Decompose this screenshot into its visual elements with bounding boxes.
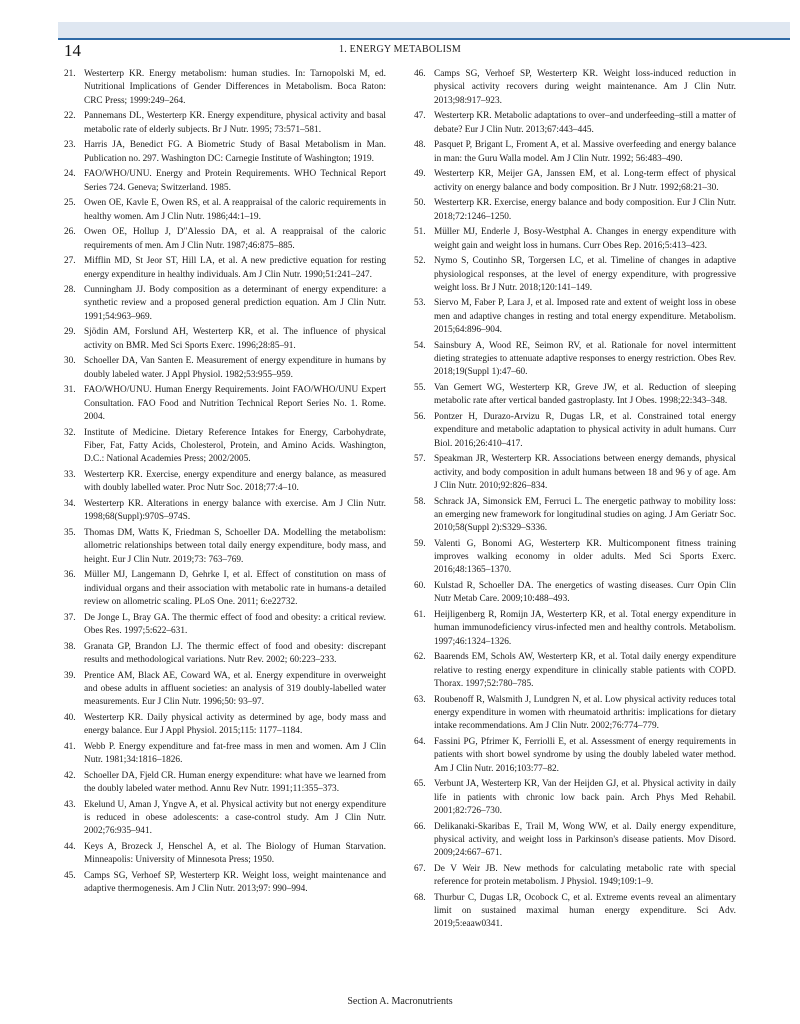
reference-entry xyxy=(414,496,736,536)
reference-column-right xyxy=(414,68,736,934)
reference-number: 36. xyxy=(64,570,76,581)
reference-entry xyxy=(64,741,386,768)
reference-entry xyxy=(414,139,736,166)
reference-number: 32. xyxy=(64,427,76,438)
reference-text: Schoeller DA, Fjeld CR. Human energy expenditure: what have we learned from the doubly labeled water method. Annu Rev Nutr. 1991;11:355–373. xyxy=(84,770,386,795)
reference-entry xyxy=(64,799,386,839)
reference-text: Pontzer H, Durazo-Arvizu R, Dugas LR, et al. Constrained total energy expenditure and metabolic adaptation to physical activity in adult humans. Curr Biol. 2016;26:410–417. xyxy=(434,412,736,449)
reference-text: Camps SG, Verhoef SP, Westerterp KR. Weight loss, weight maintenance and adaptive thermogenesis. Am J Clin Nutr. 2013;97: 990–994. xyxy=(84,871,386,895)
reference-entry xyxy=(64,326,386,353)
reference-number: 51. xyxy=(414,227,426,238)
reference-entry xyxy=(414,580,736,607)
reference-text: Westerterp KR. Exercise, energy expenditure and energy balance, as measured with doubly labelled water. Proc Nutr Soc. 2018;77:4–10. xyxy=(84,470,386,494)
reference-number: 29. xyxy=(64,327,76,338)
reference-entry xyxy=(414,736,736,776)
reference-entry xyxy=(64,527,386,567)
reference-entry xyxy=(64,641,386,668)
reference-entry xyxy=(414,453,736,493)
reference-number: 61. xyxy=(414,610,426,621)
reference-number: 39. xyxy=(64,670,76,681)
reference-number: 23. xyxy=(64,140,76,151)
footer-section-label: Section A. Macronutrients xyxy=(347,996,453,1007)
reference-number: 35. xyxy=(64,527,76,538)
reference-number: 65. xyxy=(414,779,426,790)
reference-entry xyxy=(64,427,386,467)
reference-number: 27. xyxy=(64,256,76,267)
running-head: 1. ENERGY METABOLISM xyxy=(339,44,461,55)
reference-text: Harris JA, Benedict FG. A Biometric Study of Basal Metabolism in Man. Publication no. 297. Washington DC: Carnegie Institute of Washington; 1919. xyxy=(84,140,386,164)
reference-entry xyxy=(414,538,736,578)
reference-entry xyxy=(414,68,736,108)
reference-number: 28. xyxy=(64,285,76,296)
reference-text: Westerterp KR. Alterations in energy balance with exercise. Am J Clin Nutr. 1998;68(Suppl):970S–974S. xyxy=(84,498,386,523)
reference-entry xyxy=(64,110,386,137)
reference-number: 31. xyxy=(64,385,76,396)
reference-column-left xyxy=(64,68,386,899)
reference-number: 68. xyxy=(414,892,426,903)
reference-number: 64. xyxy=(414,736,426,747)
header-rule xyxy=(58,38,790,40)
reference-text: Westerterp KR. Exercise, energy balance and body composition. Eur J Clin Nutr. 2018;72:1246–1250. xyxy=(434,198,736,222)
reference-number: 67. xyxy=(414,863,426,874)
reference-entry xyxy=(64,197,386,224)
reference-text: Schoeller DA, Van Santen E. Measurement of energy expenditure in humans by doubly labeled water. J Appl Physiol. 1982;53:955–959. xyxy=(84,356,386,380)
reference-number: 22. xyxy=(64,111,76,122)
reference-text: Owen OE, Kavle E, Owen RS, et al. A reappraisal of the caloric requirements in healthy women. Am J Clin Nutr. 1986;44:1–19. xyxy=(84,198,386,222)
reference-text: Pannemans DL, Westerterp KR. Energy expenditure, physical activity and basal metabolic rate of elderly subjects. Br J Nutr. 1995; 73:571–581. xyxy=(84,111,386,135)
reference-text: De V Weir JB. New methods for calculating metabolic rate with special reference for protein metabolism. J Physiol. 1949;109:1–9. xyxy=(434,863,736,888)
reference-text: Siervo M, Faber P, Lara J, et al. Imposed rate and extent of weight loss in obese men and adaptive changes in resting and total energy expenditure. Metabolism. 2015;64:896–904. xyxy=(434,298,736,336)
reference-number: 47. xyxy=(414,111,426,122)
reference-entry xyxy=(64,226,386,253)
reference-entry xyxy=(64,168,386,195)
reference-entry xyxy=(64,670,386,710)
reference-entry xyxy=(414,297,736,337)
reference-entry xyxy=(64,841,386,868)
reference-number: 57. xyxy=(414,454,426,465)
reference-text: Granata GP, Brandon LJ. The thermic effect of food and obesity: discrepant results and methodological variations. Nutr Rev. 2002; 60:223–233. xyxy=(84,641,386,665)
reference-entry xyxy=(414,694,736,734)
reference-text: Pasquet P, Brigant L, Froment A, et al. Massive overfeeding and energy balance in man: the Guru Walla model. Am J Clin Nutr. 1992; 56:483–490. xyxy=(434,140,736,164)
reference-entry xyxy=(64,770,386,797)
reference-number: 37. xyxy=(64,612,76,623)
reference-entry xyxy=(64,355,386,382)
reference-text: Ekelund U, Aman J, Yngve A, et al. Physical activity but not energy expenditure is reduced in obese adolescents: a case-control study. Am J Clin Nutr. 2002;76:935–941. xyxy=(84,799,386,837)
reference-entry xyxy=(414,411,736,451)
reference-entry xyxy=(414,821,736,861)
reference-number: 59. xyxy=(414,538,426,549)
reference-number: 62. xyxy=(414,652,426,663)
reference-text: Verbunt JA, Westerterp KR, Van der Heijden GJ, et al. Physical activity in daily life in patients with chronic low back pain. Arch Phys Med Rehabil. 2001;82:726–730. xyxy=(434,779,736,816)
reference-text: Müller MJ, Langemann D, Gehrke I, et al. Effect of constitution on mass of individual organs and their association with metabolic rate in humans-a detailed review on allometric scaling. PLoS One. 2011; 6:e22732. xyxy=(84,570,386,607)
reference-text: Prentice AM, Black AE, Coward WA, et al. Energy expenditure in overweight and obese adults in affluent societies: an analysis of 319 doubly-labelled water measurements. Eur J Clin Nutr. 1996;50: 93–97. xyxy=(84,670,386,708)
reference-text: Valenti G, Bonomi AG, Westerterp KR. Multicomponent fitness training improves walking economy in older adults. Med Sci Sports Exerc. 2016;48:1365–1370. xyxy=(434,538,736,576)
reference-number: 44. xyxy=(64,842,76,853)
reference-text: Institute of Medicine. Dietary Reference Intakes for Energy, Carbohydrate, Fiber, Fat, Fatty Acids, Cholesterol, Protein, and Amino Acids. Washington, D.C.: National Academies Press; 2002/2005. xyxy=(84,427,386,465)
reference-entry xyxy=(64,612,386,639)
reference-entry xyxy=(414,197,736,224)
header-band xyxy=(58,22,790,38)
reference-text: Müller MJ, Enderle J, Bosy-Westphal A. Changes in energy expenditure with weight gain and weight loss in humans. Curr Obes Rep. 2016;5:413–423. xyxy=(434,227,736,251)
reference-number: 63. xyxy=(414,694,426,705)
reference-entry xyxy=(414,863,736,890)
reference-entry xyxy=(414,226,736,253)
reference-text: Westerterp KR. Metabolic adaptations to over–and underfeeding–still a matter of debate? Eur J Clin Nutr. 2013;67:443–445. xyxy=(434,111,736,135)
reference-entry xyxy=(414,255,736,295)
reference-text: Westerterp KR. Energy metabolism: human studies. In: Tarnopolski M, ed. Nutritional Implications of Gender Differences in Metabolism. Boca Raton: CRC Press; 1999:249–264. xyxy=(84,69,386,106)
reference-text: Westerterp KR. Daily physical activity as determined by age, body mass and energy balance. Eur J Appl Physiol. 2015;115: 1177–1184. xyxy=(84,712,386,737)
reference-number: 50. xyxy=(414,198,426,209)
reference-text: Sainsbury A, Wood RE, Seimon RV, et al. Rationale for novel intermittent dieting strategies to attenuate adaptive responses to energy restriction. Obes Rev. 2018;19(Suppl 1):47–60. xyxy=(434,340,736,378)
reference-text: Kulstad R, Schoeller DA. The energetics of wasting diseases. Curr Opin Clin Nutr Metab Care. 2009;10:488–493. xyxy=(434,581,736,605)
reference-entry xyxy=(64,712,386,739)
reference-text: De Jonge L, Bray GA. The thermic effect of food and obesity: a critical review. Obes Res. 1997;5:622–631. xyxy=(84,612,386,636)
reference-text: Schrack JA, Simonsick EM, Ferruci L. The energetic pathway to mobility loss: an emerging new framework for longitudinal studies on aging. J Am Geriatr Soc. 2010;58(Suppl 2):S329–S336. xyxy=(434,496,736,534)
reference-entry xyxy=(414,340,736,380)
reference-number: 41. xyxy=(64,741,76,752)
reference-entry xyxy=(414,382,736,409)
reference-number: 24. xyxy=(64,169,76,180)
reference-number: 42. xyxy=(64,770,76,781)
reference-entry xyxy=(64,255,386,282)
reference-text: Webb P. Energy expenditure and fat-free mass in men and women. Am J Clin Nutr. 1981;34:1816–1826. xyxy=(84,741,386,766)
reference-text: FAO/WHO/UNU. Human Energy Requirements. Joint FAO/WHO/UNU Expert Consultation. FAO Food and Nutrition Technical Report Series No. 1. Rome. 2004. xyxy=(84,385,386,423)
reference-text: Fassini PG, Pfrimer K, Ferriolli E, et al. Assessment of energy requirements in patients with short bowel syndrome by using the doubly labeled water method. Am J Clin Nutr. 2016;103:77–82. xyxy=(434,736,736,774)
reference-text: Roubenoff R, Walsmith J, Lundgren N, et al. Low physical activity reduces total energy expenditure in women with rheumatoid arthritis: implications for dietary intake recommendations. Am J Clin Nutr. 2002;76:774–779. xyxy=(434,694,736,732)
reference-text: Westerterp KR, Meijer GA, Janssen EM, et al. Long-term effect of physical activity on energy balance and body composition. Br J Nutr. 1992;68:21–30. xyxy=(434,169,736,193)
reference-number: 34. xyxy=(64,498,76,509)
reference-number: 56. xyxy=(414,412,426,423)
reference-text: Thomas DM, Watts K, Friedman S, Schoeller DA. Modelling the metabolism: allometric relationships between total daily energy expenditure, body mass, and height. Eur J Clin Nutr. 2019;73: 763–769. xyxy=(84,527,386,565)
reference-text: Speakman JR, Westerterp KR. Associations between energy demands, physical activity, and body composition in adult humans between 18 and 96 y of age. Am J Clin Nutr. 2010;92:826–834. xyxy=(434,454,736,491)
reference-text: Owen OE, Hollup J, D"Alessio DA, et al. A reappraisal of the caloric requirements of men. Am J Clin Nutr. 1987;46:875–885. xyxy=(84,227,386,251)
reference-number: 21. xyxy=(64,69,76,79)
reference-number: 55. xyxy=(414,383,426,394)
reference-text: Baarends EM, Schols AW, Westerterp KR, et al. Total daily energy expenditure relative to resting energy expenditure in clinically stable patients with COPD. Thorax. 1997;52:780–785. xyxy=(434,652,736,690)
reference-text: Nymo S, Coutinho SR, Torgersen LC, et al. Timeline of changes in adaptive physiological responses, at the level of energy expenditure, with progressive weight loss. Br J Nutr. 2018;120:141–149. xyxy=(434,256,736,293)
reference-number: 49. xyxy=(414,169,426,180)
reference-text: FAO/WHO/UNU. Energy and Protein Requirements. WHO Technical Report Series 724. Geneva; Switzerland. 1985. xyxy=(84,169,386,193)
reference-number: 45. xyxy=(64,871,76,881)
reference-number: 54. xyxy=(414,340,426,351)
reference-text: Keys A, Brozeck J, Henschel A, et al. The Biology of Human Starvation. Minneapolis: University of Minnesota Press; 1950. xyxy=(84,842,386,866)
reference-number: 26. xyxy=(64,227,76,238)
reference-text: Thurbur C, Dugas LR, Ocobock C, et al. Extreme events reveal an alimentary limit on sustained maximal human energy expenditure. Sci Adv. 2019;5:eaaw0341. xyxy=(434,892,736,930)
page-number: 14 xyxy=(64,41,81,60)
reference-number: 48. xyxy=(414,140,426,151)
reference-text: Cunningham JJ. Body composition as a determinant of energy expenditure: a synthetic review and a proposed general prediction equation. Am J Clin Nutr. 1991;54:963–969. xyxy=(84,285,386,322)
reference-entry xyxy=(64,68,386,108)
reference-entry xyxy=(414,168,736,195)
reference-number: 30. xyxy=(64,356,76,367)
reference-entry xyxy=(64,384,386,424)
reference-text: Mifflin MD, St Jeor ST, Hill LA, et al. A new predictive equation for resting energy expenditure in healthy individuals. Am J Clin Nutr. 1990;51:241–247. xyxy=(84,256,386,280)
reference-entry xyxy=(414,609,736,649)
reference-text: Heijligenberg R, Romijn JA, Westerterp KR, et al. Total energy expenditure in human immunodeficiency virus-infected men and healthy controls. Metabolism. 1997;46:1324–1326. xyxy=(434,610,736,647)
reference-text: Delikanaki-Skaribas E, Trail M, Wong WW, et al. Daily energy expenditure, physical activity, and weight loss in Parkinson's disease patients. Mov Disord. 2009;24:667–671. xyxy=(434,821,736,859)
reference-entry xyxy=(64,284,386,324)
reference-number: 60. xyxy=(414,581,426,592)
reference-entry xyxy=(414,651,736,691)
reference-number: 58. xyxy=(414,496,426,507)
reference-number: 33. xyxy=(64,470,76,480)
reference-number: 43. xyxy=(64,799,76,810)
reference-entry xyxy=(414,110,736,137)
reference-entry xyxy=(414,778,736,818)
reference-number: 53. xyxy=(414,298,426,309)
reference-entry xyxy=(64,569,386,609)
reference-entry xyxy=(64,139,386,166)
reference-number: 66. xyxy=(414,821,426,832)
reference-text: Sjödin AM, Forslund AH, Westerterp KR, et al. The influence of physical activity on BMR. Med Sci Sports Exerc. 1996;28:85–91. xyxy=(84,327,386,351)
reference-text: Van Gemert WG, Westerterp KR, Greve JW, et al. Reduction of sleeping metabolic rate after vertical banded gastroplasty. Int J Obes. 1998;22:343–348. xyxy=(434,383,736,407)
reference-entry xyxy=(64,870,386,897)
reference-entry xyxy=(64,469,386,496)
reference-entry xyxy=(414,892,736,932)
reference-number: 25. xyxy=(64,198,76,209)
reference-number: 40. xyxy=(64,712,76,723)
reference-number: 38. xyxy=(64,641,76,652)
reference-entry xyxy=(64,498,386,525)
reference-text: Camps SG, Verhoef SP, Westerterp KR. Weight loss-induced reduction in physical activity recovers during weight maintenance. Am J Clin Nutr. 2013;98:917–923. xyxy=(434,69,736,106)
reference-number: 52. xyxy=(414,256,426,267)
reference-number: 46. xyxy=(414,69,426,79)
